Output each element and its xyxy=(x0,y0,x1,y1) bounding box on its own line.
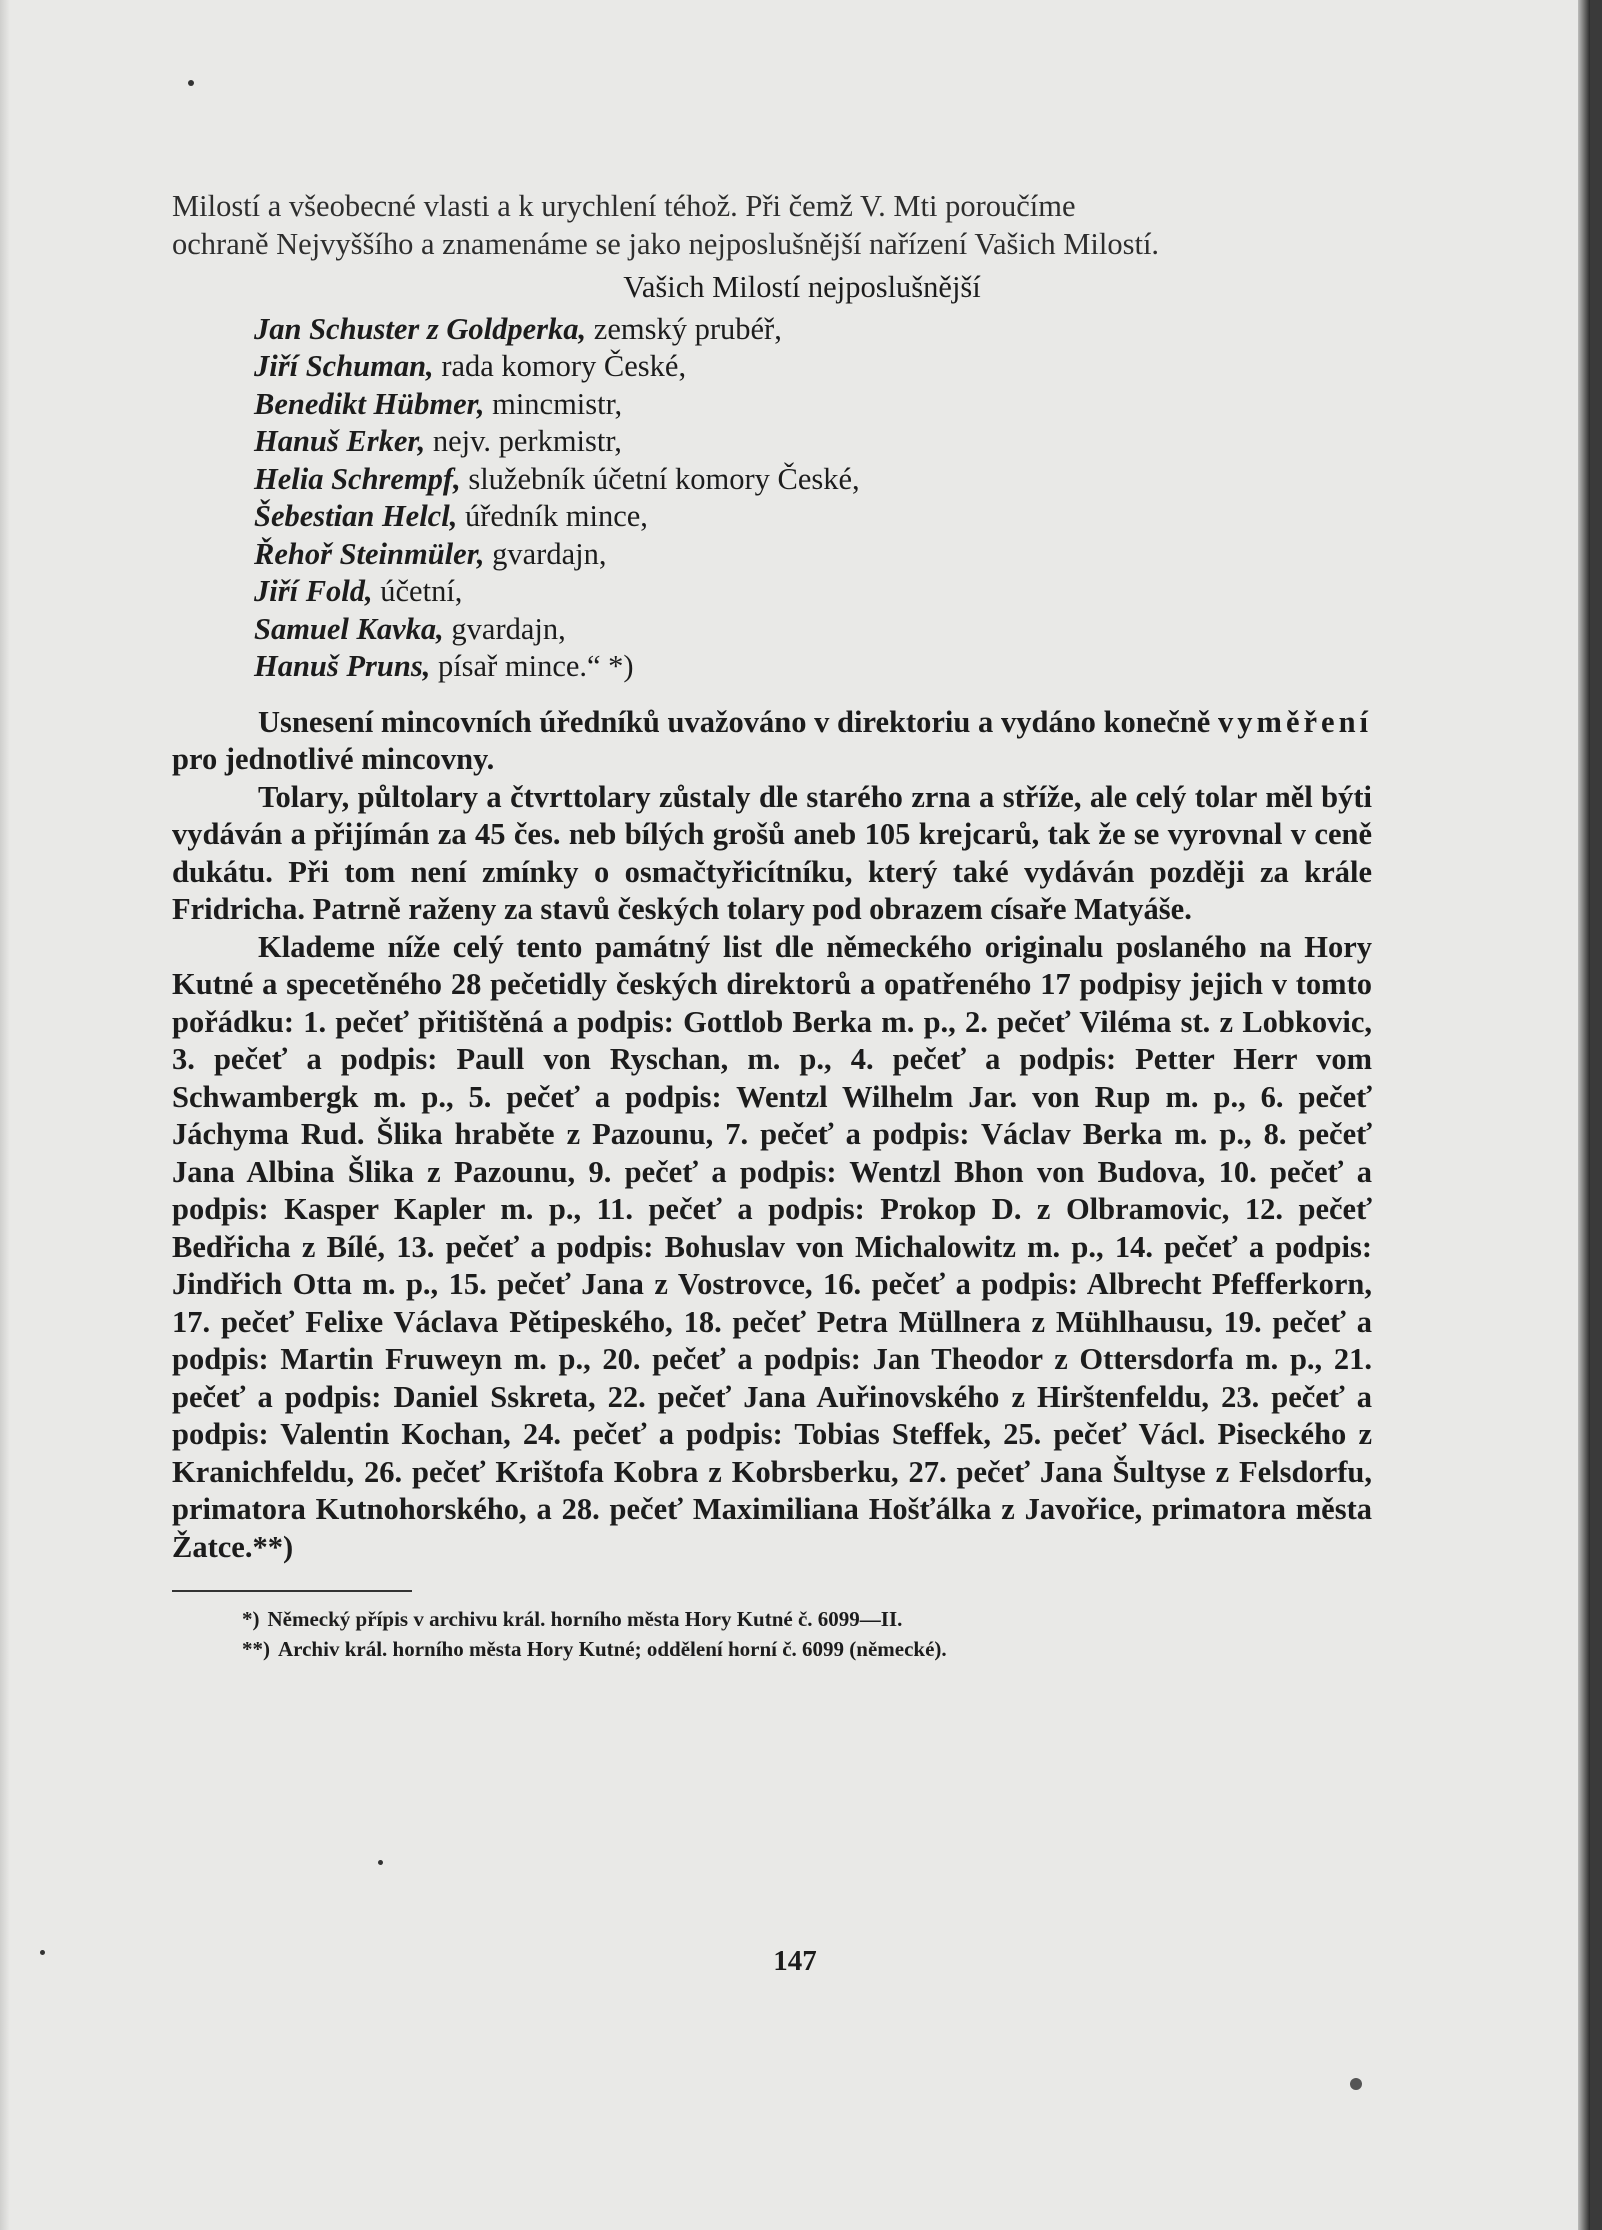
signer-item xyxy=(254,348,1372,386)
signer-title: zemský prubéř, xyxy=(593,311,782,346)
intro-line-2: ochraně Nejvyššího a znamenáme se jako nejposlušnější nařízení Vašich Milostí. xyxy=(172,226,1160,261)
signer-name: Benedikt Hübmer, xyxy=(254,386,485,421)
signer-item xyxy=(254,311,1372,349)
footnote-rule xyxy=(172,1590,412,1592)
signer-title: služebník účetní komory České, xyxy=(468,461,860,496)
resolution-spaced-word: vyměření xyxy=(1218,704,1373,739)
resolution-paragraph xyxy=(172,704,1372,779)
signer-name: Hanuš Erker, xyxy=(254,424,426,458)
intro-line-1: Milostí a všeobecné vlasti a k urychlení téhož. Při čemž V. Mti poroučíme xyxy=(172,189,1076,223)
footnote-mark: **) xyxy=(242,1637,270,1661)
signer-item xyxy=(254,498,1372,536)
signer-name: Řehoř Steinmüler, xyxy=(254,536,485,571)
signature-heading: Vašich Milostí nejposlušnější xyxy=(623,270,981,304)
ink-speck xyxy=(1350,2078,1362,2090)
signer-name: Helia Schrempf, xyxy=(254,461,461,496)
signer-name: Jan Schuster z Goldperka, xyxy=(254,311,587,346)
page-right-edge xyxy=(1578,0,1590,2230)
tolars-paragraph: Tolary, půltolary a čtvrttolary zůstaly dle starého zrna a stříže, ale celý tolar měl býti vydáván a přijímán za 45 čes. neb bílých grošů aneb 105 krejcarů, tak že se vyrovnal v ceně dukátu. Při tom není zmínky o osmačtyřicítníku, který také vydáván později za krále Fridricha. Patrně raženy za stavů českých tolary pod obrazem císaře Matyáše. xyxy=(172,779,1372,926)
resolution-text-before: Usnesení mincovních úředníků uvažováno v direktoriu a vydáno konečně xyxy=(258,704,1211,739)
footnote-2 xyxy=(172,1634,1372,1664)
signer-name: Šebestian Helcl, xyxy=(254,499,458,533)
signer-item xyxy=(254,611,1372,649)
signer-name: Samuel Kavka, xyxy=(254,611,444,646)
ink-speck xyxy=(378,1860,383,1865)
signer-item xyxy=(254,461,1372,499)
footnote-text: Německý přípis v archivu král. horního města Hory Kutné č. 6099—II. xyxy=(267,1607,903,1631)
signer-title: gvardajn, xyxy=(492,536,607,571)
signer-item xyxy=(254,573,1372,611)
footnote-mark: *) xyxy=(242,1607,260,1631)
signer-title: úředník mince, xyxy=(464,499,648,533)
signer-name: Hanuš Pruns, xyxy=(254,649,431,683)
footnote-text: Archiv král. horního města Hory Kutné; oddělení horní č. 6099 (německé). xyxy=(278,1637,947,1661)
signer-title: nejv. perkmistr, xyxy=(432,424,622,458)
ink-speck xyxy=(188,80,194,86)
ink-speck xyxy=(40,1950,45,1955)
signer-title: účetní, xyxy=(380,574,463,608)
footnote-1 xyxy=(172,1604,1372,1634)
signer-item xyxy=(254,648,1372,686)
page-text-block xyxy=(172,188,1372,1664)
signer-title: rada komory České, xyxy=(441,349,687,383)
resolution-text-after: pro jednotlivé mincovny. xyxy=(172,742,495,776)
signer-title: gvardajn, xyxy=(451,611,566,646)
signer-list xyxy=(172,311,1372,686)
signer-item xyxy=(254,536,1372,574)
signer-name: Jiří Schuman, xyxy=(254,349,434,383)
signer-title: mincmistr, xyxy=(492,386,623,421)
signer-title: písař mince.“ *) xyxy=(437,649,634,683)
seals-paragraph: Klademe níže celý tento památný list dle německého originalu poslaného na Hory Kutné a specetěného 28 pečetidly českých direktorů a opatřeného 17 podpisy jejich v tomto pořádku: 1. pečeť přitištěná a podpis: Gottlob Berka m. p., 2. pečeť Viléma st. z Lobkovic, 3. pečeť a podpis: Paull von Ryschan, m. p., 4. pečeť a podpis: Petter Herr vom Schwambergk m. p., 5. pečeť a podpis: Wentzl Wilhelm Jar. von Rup m. p., 6. pečeť Jáchyma Rud. Šlika hraběte z Pazounu, 7. pečeť a podpis: Václav Berka m. p., 8. pečeť Jana Albina Šlika z Pazounu, 9. pečeť a podpis: Wentzl Bhon von Budova, 10. pečeť a podpis: Kasper Kapler m. p., 11. pečeť a podpis: Prokop D. z Olbramovic, 12. pečeť Bedřicha z Bílé, 13. pečeť a podpis: Bohuslav von Michalowitz m. p., 14. pečeť a podpis: Jindřich Otta m. p., 15. pečeť Jana z Vostrovce, 16. pečeť a podpis: Albrecht Pfefferkorn, 17. pečeť Felixe Václava Pětipeského, 18. pečeť Petra Müllnera z Mühlhausu, 19. pečeť a podpis: Martin Fruweyn m. p., 20. pečeť a podpis: Jan Theodor z Ottersdorfa m. p., 21. pečeť a podpis: Daniel Sskreta, 22. pečeť Jana Auřinovského z Hirštenfeldu, 23. pečeť a podpis: Valentin Kochan, 24. pečeť a podpis: Tobias Steffek, 25. pečeť Václ. Piseckého z Kranichfeldu, 26. pečeť Krištofa Kobra z Kobrsberku, 27. pečeť Jana Šultyse z Felsdorfu, primatora Kutnohorského, a 28. pečeť Maximiliana Hošťálka z Javořice, primatora města Žatce.**) xyxy=(172,929,1372,1564)
page-left-edge xyxy=(0,0,10,2230)
signer-item xyxy=(254,386,1372,424)
page-number: 147 xyxy=(773,1945,817,1977)
signer-name: Jiří Fold, xyxy=(254,574,373,608)
signer-item xyxy=(254,423,1372,461)
